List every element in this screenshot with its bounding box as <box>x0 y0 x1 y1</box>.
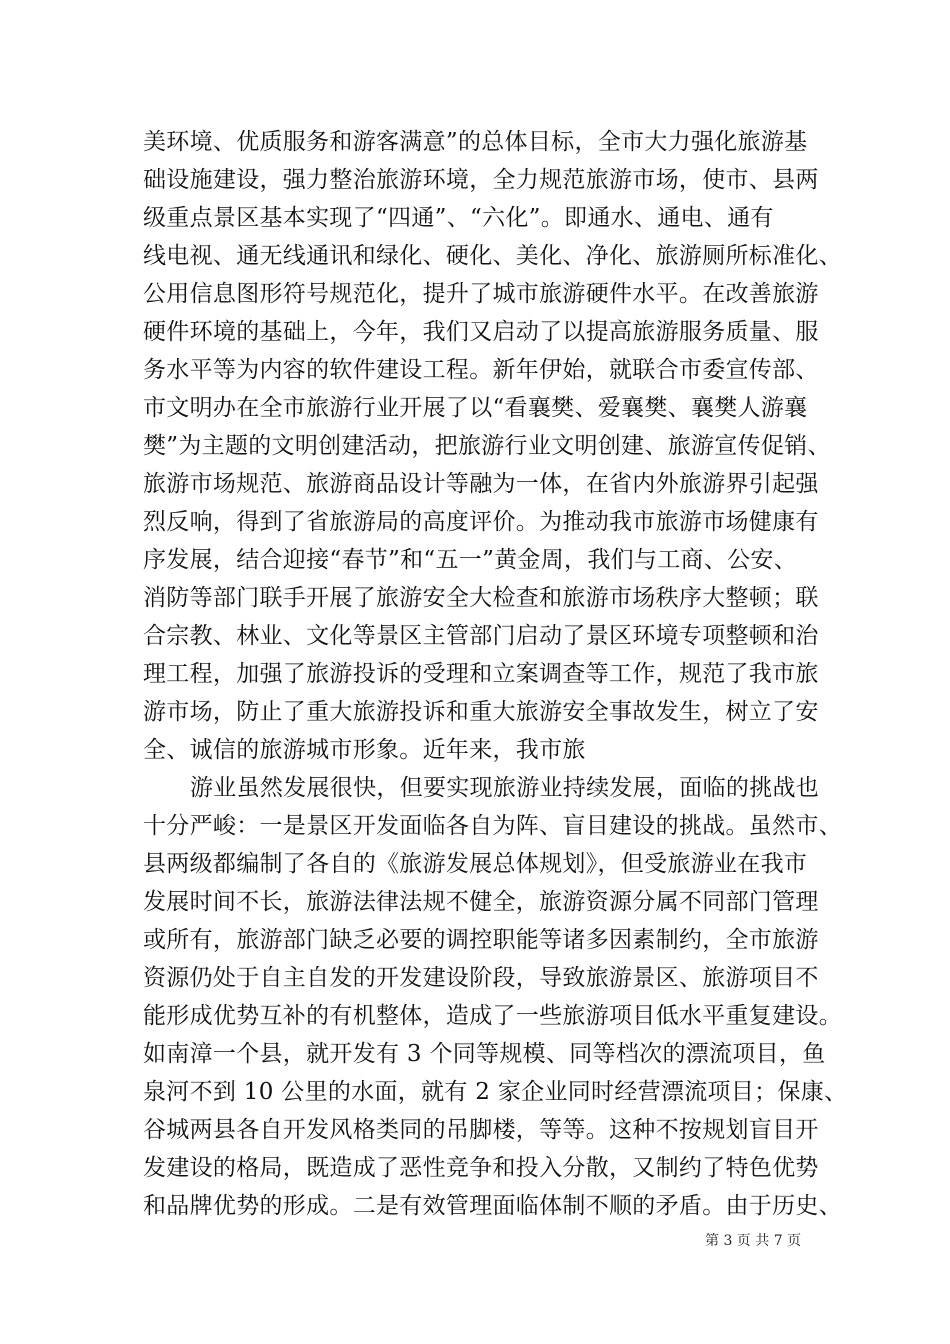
paragraph-2-line-9: 泉河不到 10 公里的水面，就有 2 家企业同时经营漂流项目；保康、 <box>143 1079 848 1105</box>
paragraph-1-line-14: 合宗教、林业、文化等景区主管部门启动了景区环境专项整顿和治 <box>143 623 819 649</box>
paragraph-2-line-5: 或所有，旅游部门缺乏必要的调控职能等诸多因素制约，全市旅游 <box>143 927 819 953</box>
paragraph-1-line-7: 务水平等为内容的软件建设工程。新年伊始，就联合市委宣传部、 <box>143 357 819 383</box>
paragraph-1-line-6: 硬件环境的基础上，今年，我们又启动了以提高旅游服务质量、服 <box>143 319 819 345</box>
paragraph-1-line-12: 序发展，结合迎接“春节”和“五一”黄金周，我们与工商、公安、 <box>143 547 798 573</box>
paragraph-1-line-1: 美环境、优质服务和游客满意”的总体目标，全市大力强化旅游基 <box>143 129 808 155</box>
paragraph-1-line-9: 樊”为主题的文明创建活动，把旅游行业文明创建、旅游宣传促销、 <box>143 433 831 459</box>
paragraph-2-line-3: 县两级都编制了各自的《旅游发展总体规划》，但受旅游业在我市 <box>143 851 808 877</box>
paragraph-1-line-5: 公用信息图形符号规范化，提升了城市旅游硬件水平。在改善旅游 <box>143 281 819 307</box>
paragraph-2-line-4: 发展时间不长，旅游法律法规不健全，旅游资源分属不同部门管理 <box>143 889 819 915</box>
paragraph-1-line-11: 烈反响，得到了省旅游局的高度评价。为推动我市旅游市场健康有 <box>143 509 819 535</box>
paragraph-1-line-13: 消防等部门联手开展了旅游安全大检查和旅游市场秩序大整顿；联 <box>143 585 819 611</box>
paragraph-1-line-3: 级重点景区基本实现了“四通”、“六化”。即通水、通电、通有 <box>143 205 774 231</box>
paragraph-1-line-15: 理工程，加强了旅游投诉的受理和立案调查等工作，规范了我市旅 <box>143 661 819 687</box>
paragraph-2-line-2: 十分严峻：一是景区开发面临各自为阵、盲目建设的挑战。虽然市、 <box>143 813 842 839</box>
paragraph-1-line-16: 游市场，防止了重大旅游投诉和重大旅游安全事故发生，树立了安 <box>143 699 819 725</box>
paragraph-1-line-4: 线电视、通无线通讯和绿化、硬化、美化、净化、旅游厕所标准化、 <box>143 243 842 269</box>
paragraph-2-line-10: 谷城两县各自开发风格类同的吊脚楼，等等。这种不按规划盲目开 <box>143 1117 819 1143</box>
paragraph-1-line-8: 市文明办在全市旅游行业开展了以“看襄樊、爱襄樊、襄樊人游襄 <box>143 395 808 421</box>
paragraph-2-line-6: 资源仍处于自主自发的开发建设阶段，导致旅游景区、旅游项目不 <box>143 965 819 991</box>
page-number-footer: 第 3 页 共 7 页 <box>705 1233 802 1249</box>
paragraph-2-line-8: 如南漳一个县，就开发有 3 个同等规模、同等档次的漂流项目，鱼 <box>143 1041 826 1067</box>
paragraph-2-line-7: 能形成优势互补的有机整体，造成了一些旅游项目低水平重复建设。 <box>143 1003 842 1029</box>
paragraph-1-line-17: 全、诚信的旅游城市形象。近年来，我市旅 <box>143 737 586 763</box>
paragraph-1-line-10: 旅游市场规范、旅游商品设计等融为一体，在省内外旅游界引起强 <box>143 471 819 497</box>
paragraph-2-line-11: 发建设的格局，既造成了恶性竞争和投入分散，又制约了特色优势 <box>143 1155 819 1181</box>
paragraph-2-line-1: 游业虽然发展很快，但要实现旅游业持续发展，面临的挑战也 <box>190 775 820 801</box>
paragraph-1-line-2: 础设施建设，强力整治旅游环境，全力规范旅游市场，使市、县两 <box>143 167 819 193</box>
paragraph-2-line-12: 和品牌优势的形成。二是有效管理面临体制不顺的矛盾。由于历史、 <box>143 1193 842 1219</box>
